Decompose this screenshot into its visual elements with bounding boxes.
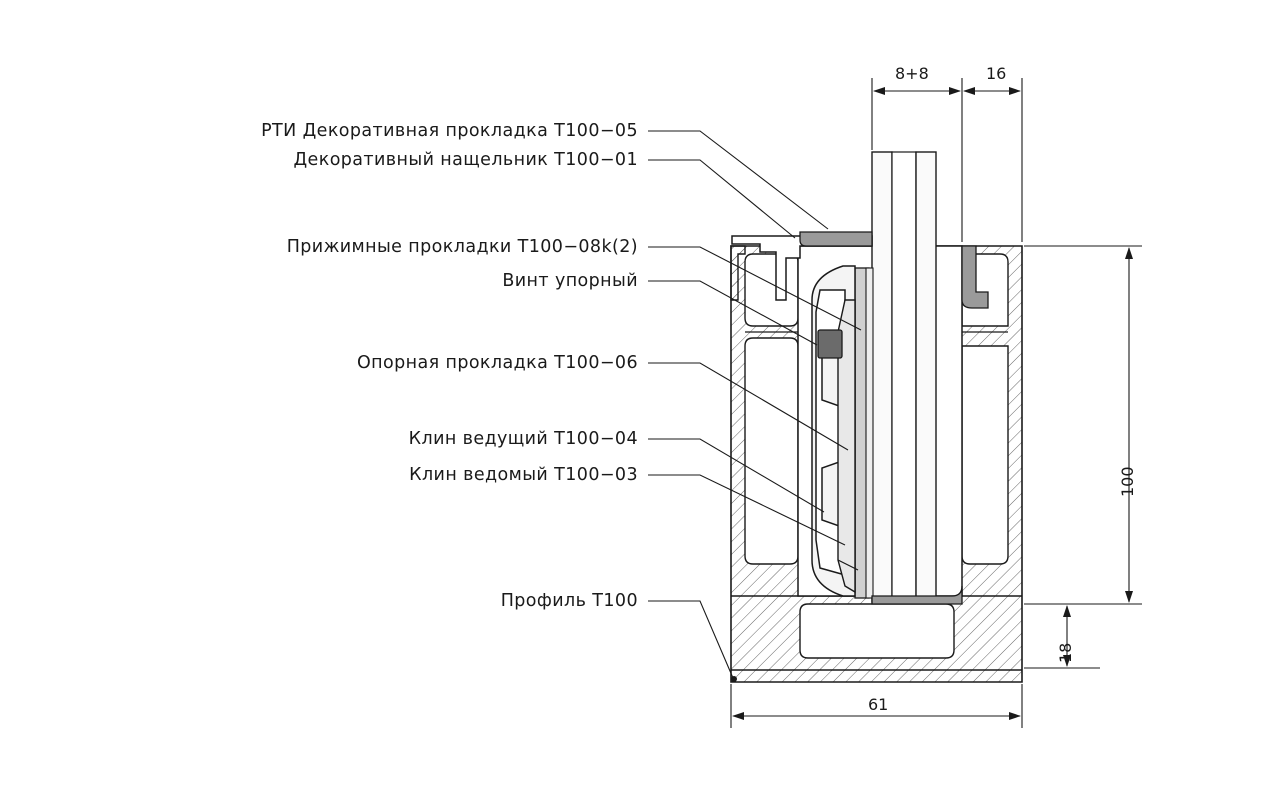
label-decor-cover-strip-text: Декоративный нащельник T100−01	[293, 150, 638, 170]
stop-screw-shape	[818, 330, 842, 358]
dim-text-100	[1118, 466, 1137, 497]
profile-cavity-left-upper	[745, 254, 798, 326]
label-stop-screw	[502, 271, 638, 291]
label-pressure-gaskets	[287, 237, 638, 257]
label-driving-wedge-text: Клин ведущий T100−04	[408, 429, 638, 449]
leader-profile-t100	[648, 601, 733, 678]
dim-text-61-value: 61	[868, 695, 889, 714]
label-pressure-gaskets-text: Прижимные прокладки T100−08k(2)	[286, 237, 638, 257]
glass-unit	[872, 152, 936, 602]
dim-text-61	[868, 695, 888, 714]
leader-rti-decor-gasket	[648, 131, 828, 229]
wedges-group	[812, 266, 858, 596]
profile-cavity-bottom	[800, 604, 954, 658]
dim-text-18-value: 18	[1056, 642, 1075, 663]
leader-dot-profile	[731, 676, 737, 682]
glass-pane-inner	[916, 152, 936, 602]
profile-cavity-left-mid	[745, 338, 798, 564]
label-support-gasket-text: Опорная прокладка T100−06	[356, 353, 638, 373]
pressure-gasket-inner-2	[866, 268, 873, 598]
label-decor-cover-strip	[293, 150, 638, 170]
label-profile-t100	[501, 591, 638, 611]
label-support-gasket	[357, 353, 638, 373]
dim-text-8plus8	[895, 64, 929, 83]
dim-text-16	[986, 64, 1006, 83]
label-rti-decor-gasket-text: РТИ Декоративная прокладка T100−05	[261, 121, 638, 141]
label-driving-wedge	[409, 429, 638, 449]
label-stop-screw-text: Винт упорный	[502, 271, 638, 291]
rti-decor-gasket-shape	[800, 232, 872, 246]
glass-spacer	[892, 152, 916, 602]
profile-cavity-right-mid	[962, 346, 1008, 564]
label-profile-t100-text: Профиль T100	[500, 591, 638, 611]
dim-text-18	[1056, 643, 1075, 663]
dim-text-8plus8-value: 8+8	[895, 64, 929, 83]
glass-pane-outer	[872, 152, 892, 602]
label-driven-wedge	[409, 465, 638, 485]
dim-text-16-value: 16	[986, 64, 1007, 83]
label-rti-decor-gasket	[261, 121, 638, 141]
label-driven-wedge-text: Клин ведомый T100−03	[409, 465, 638, 485]
dim-text-100-value: 100	[1118, 466, 1137, 497]
leader-decor-cover-strip	[648, 160, 795, 238]
